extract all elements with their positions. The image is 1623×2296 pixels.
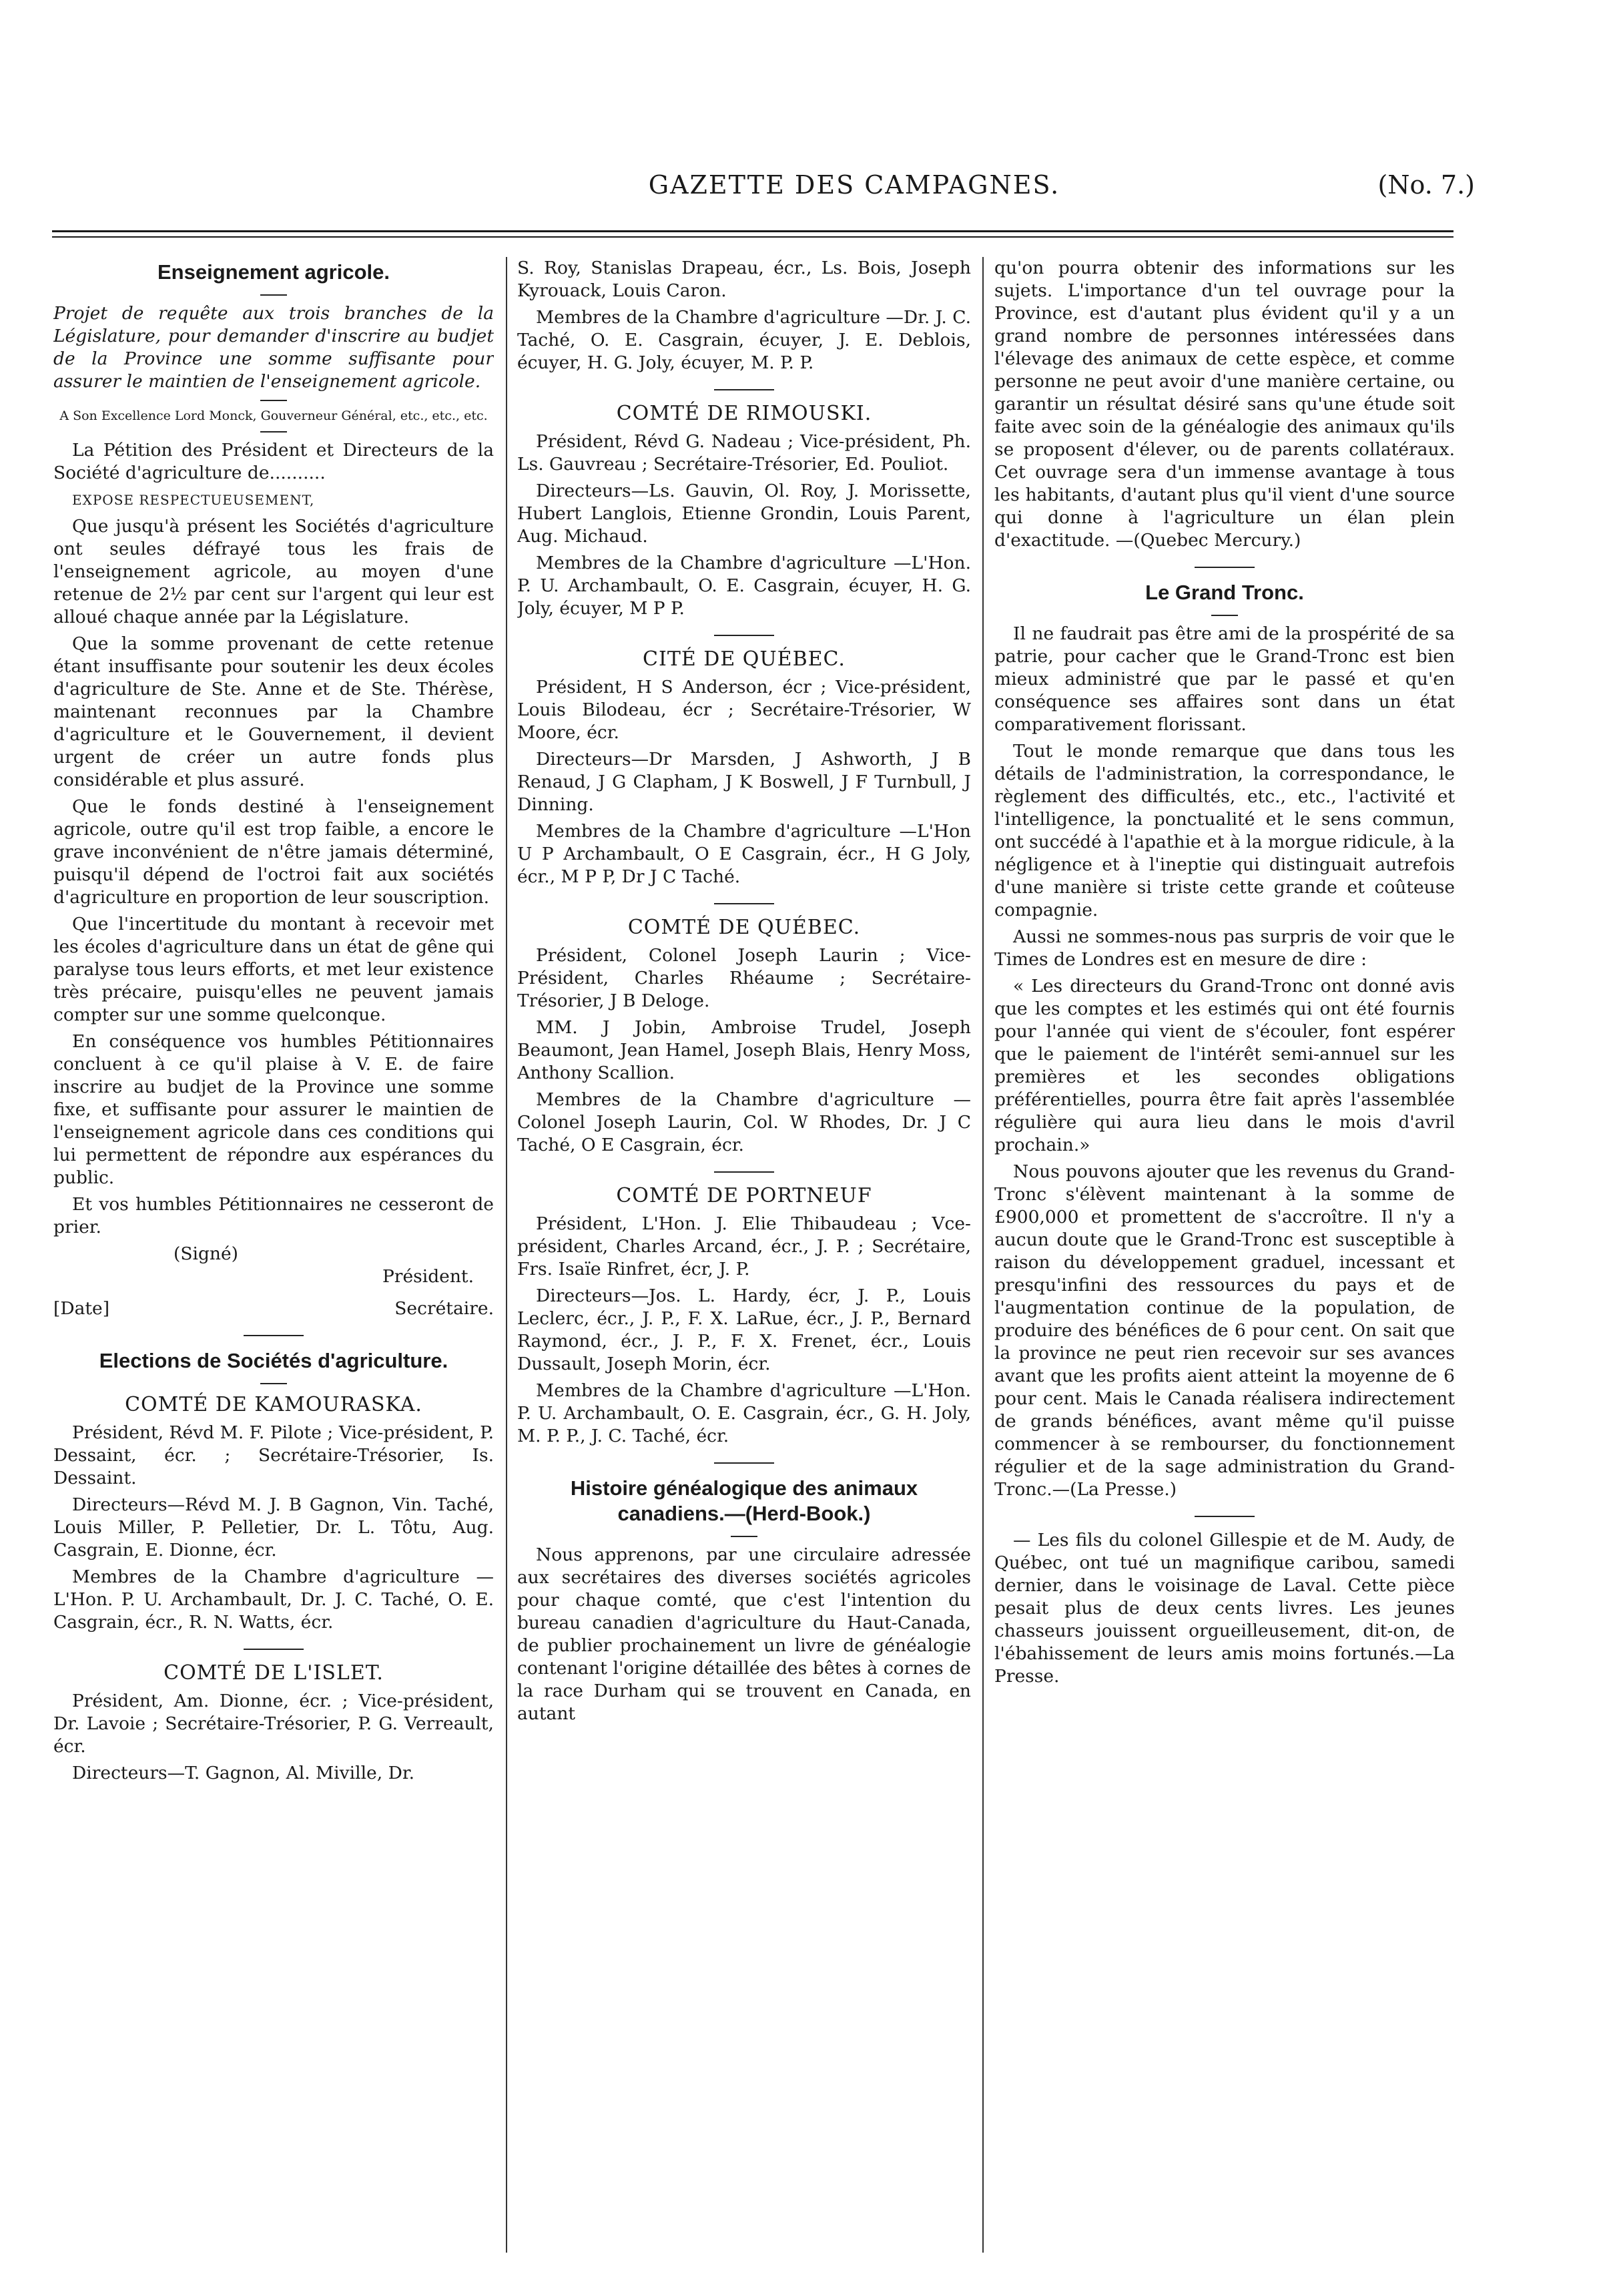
paragraph: Président, Révd G. Nadeau ; Vice-président, Ph. Ls. Gauvreau ; Secrétaire-Trésorier, Ed. Pouliot. [517, 431, 971, 475]
paragraph: Directeurs—Révd M. J. B Gagnon, Vin. Taché, Louis Miller, P. Pelletier, Dr. L. Tôtu, Aug. Casgrain, E. Dionne, écr. [53, 1494, 494, 1560]
paragraph: Directeurs—Jos. L. Hardy, écr, J. P., Louis Leclerc, écr., J. P., F. X. LaRue, écr., J. P., Bernard Raymond, écr., J. P., F. X. Frenet, écr., Louis Dussault, Joseph Morin, écr. [517, 1285, 971, 1374]
divider [244, 1649, 304, 1650]
divider [731, 1536, 757, 1537]
header-rule-bottom [52, 236, 1453, 238]
column-separator-2 [982, 257, 984, 2253]
address-line: A Son Excellence Lord Monck, Gouverneur Général, etc., etc., etc. [59, 408, 488, 423]
column-1 [53, 257, 494, 2249]
masthead-title: GAZETTE DES CAMPAGNES. [648, 170, 1060, 200]
paragraph: Président, Am. Dionne, écr. ; Vice-président, Dr. Lavoie ; Secrétaire-Trésorier, P. G. Verreault, écr. [53, 1691, 494, 1757]
paragraph: Directeurs—Dr Marsden, J Ashworth, J B Renaud, J G Clapham, J K Boswell, J F Turnbull, J Dinning. [517, 749, 971, 815]
date-label: [Date] [53, 1298, 110, 1319]
divider [714, 635, 774, 636]
divider [714, 389, 774, 390]
county-title-rimouski: COMTÉ DE RIMOUSKI. [616, 402, 872, 425]
paragraph: Président, Colonel Joseph Laurin ; Vice-Président, Charles Rhéaume ; Secrétaire-Trésorier, J B Deloge. [517, 945, 971, 1011]
divider [260, 400, 287, 401]
petition-open: La Pétition des Président et Directeurs de la Société d'agriculture de.......... [53, 440, 494, 483]
paragraph: En conséquence vos humbles Pétitionnaires concluent à ce qu'il plaise à V. E. de faire inscrire au budjet de la Province une somme fixe, et suffisante pour assurer le maintien de l'enseignement agricole dans ces conditions qui lui permettent de répondre aux espérances du public. [53, 1031, 494, 1188]
paragraph: Nous apprenons, par une circulaire adressée aux secrétaires des diverses sociétés agricoles pour chaque comté, que c'est l'intention du bureau canadien d'agriculture du Haut-Canada, de publier prochainement un livre de généalogie contenant l'origine détaillée des bêtes à cornes de la race Durham qui se trouvent en Canada, en autant [517, 1544, 971, 1724]
paragraph: Que jusqu'à présent les Sociétés d'agriculture ont seules défrayé tous les frais de l'enseignement agricole, au moyen d'une retenue de 2½ par cent sur l'argent qui leur est alloué chaque année par la Législature. [53, 516, 494, 627]
president-line: Président. [382, 1266, 474, 1287]
paragraph: S. Roy, Stanislas Drapeau, écr., Ls. Bois, Joseph Kyrouack, Louis Caron. [517, 258, 971, 301]
intro-italic: Projet de requête aux trois branches de la Législature, pour demander d'inscrire au budjet de la Province une somme suffisante pour assurer le maintien de l'enseignement agricole. [53, 303, 494, 392]
paragraph: — Les fils du colonel Gillespie et de M. Audy, de Québec, ont tué un magnifique caribou, samedi dernier, dans le voisinage de Laval. Cette pièce pesait plus de deux cents livres. Les jeunes chasseurs jouissent orgueilleusement, dit-on, de l'ébahissement de leurs amis moins fortunés.—La Presse. [994, 1530, 1455, 1687]
paragraph: Et vos humbles Pétitionnaires ne cesseront de prier. [53, 1194, 494, 1237]
paragraph: Président, H S Anderson, écr ; Vice-président, Louis Bilodeau, écr ; Secrétaire-Trésorier, W Moore, écr. [517, 677, 971, 743]
paragraph: Que le fonds destiné à l'enseignement agricole, outre qu'il est trop faible, a encore le grave inconvénient de n'être jamais déterminé, puisqu'il dépend de l'octroi fait aux sociétés d'agriculture en proportion de leur souscription. [53, 796, 494, 908]
paragraph: Que la somme provenant de cette retenue étant insuffisante pour soutenir les deux écoles d'agriculture de Ste. Anne et de Ste. Thérèse, maintenant reconnues par la Chambre d'agriculture et le Gouvernement, il devient urgent de créer un autre fonds plus considérable et plus assuré. [53, 633, 494, 790]
paragraph: Président, Révd M. F. Pilote ; Vice-président, P. Dessaint, écr. ; Secrétaire-Trésorier, Is. Dessaint. [53, 1422, 494, 1488]
paragraph: Membres de la Chambre d'agriculture —L'Hon. P. U. Archambault, Dr. J. C. Taché, O. E. Casgrain, écr., R. N. Watts, écr. [53, 1566, 494, 1633]
divider [260, 431, 287, 433]
paragraph: Directeurs—Ls. Gauvin, Ol. Roy, J. Morissette, Hubert Langlois, Etienne Grondin, Louis Parent, Aug. Michaud. [517, 481, 971, 547]
date-secretaire-row [53, 1298, 494, 1320]
paragraph: Nous pouvons ajouter que les revenus du Grand-Tronc s'élèvent maintenant à la somme de £900,000 et promettent de s'accroître. Il n'y a aucun doute que le Grand-Tronc est susceptible à raison du développement graduel, incessant et presqu'infini des ressources du pays et de l'augmentation continue de la population, de produire des bénéfices de 6 pour cent. On sait que la province ne peut rien recevoir sur ses avances avant que les profits aient atteint la moyenne de 6 pour cent. Mais le Canada réalisera indirectement de grands bénéfices, avant même qu'il puisse commencer à se rembourser, du fonctionnement régulier et de la sage administration du Grand-Tronc.—(La Presse.) [994, 1161, 1455, 1500]
paragraph: MM. J Jobin, Ambroise Trudel, Joseph Beaumont, Jean Hamel, Joseph Blais, Henry Moss, Anthony Scallion. [517, 1017, 971, 1083]
county-title-quebec-county: COMTÉ DE QUÉBEC. [627, 916, 861, 939]
expose-line: EXPOSE RESPECTUEUSEMENT, [72, 492, 315, 508]
county-title-portneuf: COMTÉ DE PORTNEUF [616, 1184, 872, 1207]
divider [244, 1335, 304, 1336]
paragraph: Directeurs—T. Gagnon, Al. Miville, Dr. [72, 1763, 414, 1783]
divider [714, 903, 774, 904]
column-3 [994, 257, 1455, 2249]
paragraph: Il ne faudrait pas être ami de la prospérité de sa patrie, pour cacher que le Grand-Tronc est bien mieux administré que par le passé et qu'en conséquence ses affaires sont dans un état comparativement florissant. [994, 623, 1455, 735]
divider [260, 1383, 287, 1384]
county-title-quebec-city: CITÉ DE QUÉBEC. [643, 647, 846, 671]
section-title-histoire: Histoire généalogique des animaux canadiens.—(Herd-Book.) [570, 1476, 918, 1525]
secretaire-label: Secrétaire. [394, 1298, 494, 1319]
divider [1195, 1516, 1255, 1517]
divider [714, 1462, 774, 1464]
section-title-elections: Elections de Sociétés d'agriculture. [99, 1349, 448, 1372]
divider [1211, 615, 1238, 616]
paragraph: Que l'incertitude du montant à recevoir met les écoles d'agriculture dans un état de gêne qui paralyse tous leurs efforts, et met leur existence très précaire, puisqu'elles ne peuvent jamais compter sur une somme quelconque. [53, 914, 494, 1025]
county-title-kamouraska: COMTÉ DE KAMOURASKA. [125, 1393, 422, 1416]
quote-paragraph: « Les directeurs du Grand-Tronc ont donné avis que les comptes et les estimés qui ont été fournis pour l'année qui vient de s'écouler, font espérer que le paiement de l'intérêt semi-annuel sur les premières et les secondes obligations préférentielles, pourra être fait après l'assemblée régulière qui aura lieu dans le mois d'avril prochain.» [994, 976, 1455, 1155]
section-title-enseignement: Enseignement agricole. [157, 260, 390, 284]
section-title-grand-tronc: Le Grand Tronc. [1145, 581, 1304, 604]
divider [714, 1171, 774, 1173]
paragraph: Membres de la Chambre d'agriculture —Dr. J. C. Taché, O. E. Casgrain, écuyer, J. E. Deblois, écuyer, H. G. Joly, écuyer, M. P. P. [517, 307, 971, 373]
divider [260, 294, 287, 296]
paragraph: Membres de la Chambre d'agriculture —L'Hon. P. U. Archambault, O. E. Casgrain, écr., G. H. Joly, M. P. P., J. C. Taché, écr. [517, 1380, 971, 1446]
paragraph: Président, L'Hon. J. Elie Thibaudeau ; Vce-président, Charles Arcand, écr., J. P. ; Secrétaire, Frs. Isaïe Rinfret, écr, J. P. [517, 1213, 971, 1279]
paragraph: Membres de la Chambre d'agriculture —L'Hon U P Archambault, O E Casgrain, écr., H G Joly, écr., M P P, Dr J C Taché. [517, 821, 971, 887]
header-rule-top [52, 230, 1453, 232]
paragraph: Aussi ne sommes-nous pas surpris de voir que le Times de Londres est en mesure de dire : [994, 926, 1455, 970]
county-title-islet: COMTÉ DE L'ISLET. [164, 1661, 384, 1685]
issue-number: (No. 7.) [1377, 170, 1475, 200]
paragraph: Membres de la Chambre d'agriculture —L'Hon. P. U. Archambault, O. E. Casgrain, écuyer, H. G. Joly, écuyer, M P P. [517, 553, 971, 619]
column-separator-1 [506, 257, 507, 2253]
column-2 [517, 257, 971, 2249]
paragraph: Tout le monde remarque que dans tous les détails de l'administration, la correspondance, le règlement des difficultés, etc., etc., l'activité et l'intelligence, la ponctualité et le sens commun, ont succédé à l'apathie et à la morgue ridicule, à la négligence et à l'ineptie qui distinguait autrefois d'une manière si triste cette grande et coûteuse compagnie. [994, 741, 1455, 920]
divider [1195, 567, 1255, 568]
signed-line: (Signé) [174, 1243, 239, 1264]
paragraph: Membres de la Chambre d'agriculture —Colonel Joseph Laurin, Col. W Rhodes, Dr. J C Taché, O E Casgrain, écr. [517, 1089, 971, 1155]
paragraph: qu'on pourra obtenir des informations sur les sujets. L'importance d'un tel ouvrage pour la Province, est d'autant plus évident qu'il y a un grand nombre de personnes intéressées dans l'élevage des animaux de cette espèce, et comme personne ne peut avoir d'une manière certaine, ou garantir un résultat désiré sans qu'une étude soit faite avec soin de la généalogie des animaux qu'ils se proposent d'élever, ou de parents collatéraux. Cet ouvrage sera d'un immense avantage à tous les habitants, d'autant plus qu'il vient d'une source qui donne à l'agriculture un élan plein d'exactitude. —(Quebec Mercury.) [994, 258, 1455, 551]
